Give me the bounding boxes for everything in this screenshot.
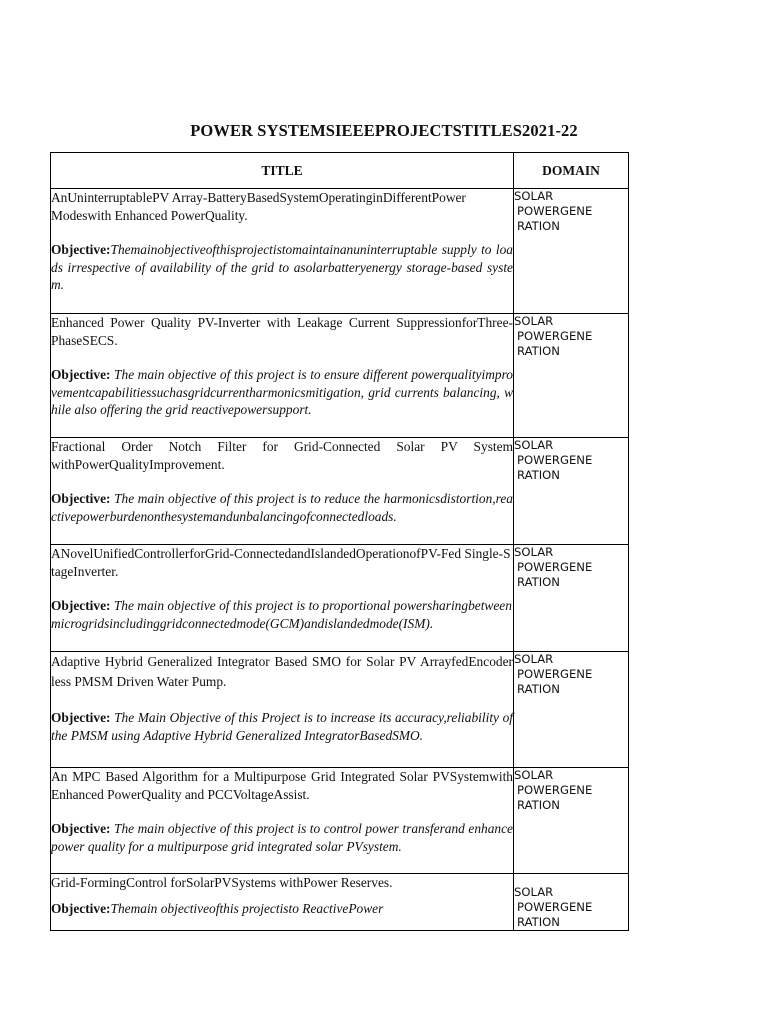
project-title: Grid-FormingControl forSolarPVSystems withPower Reserves. [51, 875, 393, 890]
project-title: Adaptive Hybrid Generalized Integrator Based SMO for Solar PV ArrayfedEncoder less PMSM Driven Water Pump. [51, 654, 513, 689]
domain-line: POWERGENE [517, 667, 593, 681]
domain-line: RATION [517, 219, 560, 233]
objective [51, 900, 513, 918]
project-title: ANovelUnifiedControllerforGrid-ConnectedandIslandedOperationofPV-Fed Single-StageInverter. [51, 546, 511, 579]
objective-text: The Main Objective of this Project is to increase its accuracy,reliability of the PMSM using Adaptive Hybrid Generalized IntegratorBasedSMO. [51, 710, 513, 743]
title-cell [51, 438, 514, 545]
domain-line: RATION [517, 575, 560, 589]
domain-cell [514, 874, 629, 931]
title-cell [51, 768, 514, 874]
domain-line: SOLAR [514, 885, 554, 899]
domain-cell [514, 545, 629, 652]
title-cell [51, 652, 514, 768]
objective-label: Objective: [51, 598, 111, 614]
domain-line: POWERGENE [517, 204, 593, 218]
objective-text: The main objective of this project is to reduce the harmonicsdistortion,reactivepowerburdenonthesystemandunbalancingofconnectedloads. [51, 491, 513, 524]
title-cell [51, 189, 514, 314]
objective-label: Objective: [51, 900, 111, 916]
domain-cell [514, 189, 629, 314]
objective-label: Objective: [51, 710, 111, 725]
projects-table [50, 152, 629, 931]
table-row [51, 314, 629, 438]
domain-line: SOLAR [514, 438, 554, 452]
project-title: Fractional Order Notch Filter for Grid-Connected Solar PV System withPowerQualityImprovement. [51, 439, 513, 472]
domain-line: RATION [517, 915, 560, 929]
objective-label: Objective: [51, 491, 111, 507]
objective-text: The main objective of this project is to control power transferand enhance power quality for a multipurpose grid integrated solar PVsystem. [51, 821, 513, 854]
domain-line: POWERGENE [517, 560, 593, 574]
domain-line: RATION [517, 344, 560, 358]
document-title: POWER SYSTEMSIEEEPROJECTSTITLES2021-22 [190, 121, 578, 140]
project-title: An MPC Based Algorithm for a Multipurpose Grid Integrated Solar PVSystemwith Enhanced PowerQuality and PCCVoltageAssist. [51, 769, 513, 802]
objective [51, 366, 513, 419]
domain-line: POWERGENE [517, 453, 593, 467]
objective-text: The main objective of this project is to ensure different powerqualityimprovementcapabilitiessuchasgridcurrentharmonicsmitigation, grid currents balancing, while also offering the grid reactivepowersupport. [51, 367, 513, 418]
objective [51, 490, 513, 525]
domain-line: SOLAR [514, 314, 554, 328]
domain-line: POWERGENE [517, 329, 593, 343]
domain-line: POWERGENE [517, 900, 593, 914]
domain-line: SOLAR [514, 652, 554, 666]
objective [51, 709, 513, 744]
title-cell [51, 874, 514, 931]
table-body [51, 189, 629, 931]
table-row [51, 768, 629, 874]
domain-cell [514, 314, 629, 438]
title-cell [51, 545, 514, 652]
domain-line: SOLAR [514, 768, 554, 782]
title-column-header: TITLE [51, 153, 514, 189]
header-row [51, 153, 629, 189]
objective-label: Objective: [51, 367, 111, 383]
objective-text: Themain objectiveofthis projectisto ReactivePower [110, 900, 384, 916]
table-row [51, 438, 629, 545]
domain-line: POWERGENE [517, 783, 593, 797]
objective [51, 820, 513, 855]
objective-text: The main objective of this project is to proportional powersharingbetweenmicrogridsincludinggridconnectedmode(GCM)andislandedmode(ISM). [51, 598, 512, 631]
table-row [51, 545, 629, 652]
domain-cell [514, 768, 629, 874]
domain-line: RATION [517, 682, 560, 696]
project-title: Enhanced Power Quality PV-Inverter with Leakage Current SuppressionforThree-PhaseSECS. [51, 315, 513, 348]
title-cell [51, 314, 514, 438]
project-title: AnUninterruptablePV Array-BatteryBasedSystemOperatinginDifferentPower Modeswith Enhanced PowerQuality. [51, 190, 466, 223]
objective [51, 597, 513, 632]
domain-line: RATION [517, 798, 560, 812]
domain-line: SOLAR [514, 545, 554, 559]
table-row [51, 189, 629, 314]
domain-cell [514, 652, 629, 768]
objective-text: Themainobjectiveofthisprojectistomaintainanuninterruptable supply to loads irrespective of availability of the grid to asolarbatteryenergy storage-based system. [51, 242, 513, 293]
objective [51, 241, 513, 294]
domain-line: SOLAR [514, 189, 554, 203]
domain-cell [514, 438, 629, 545]
domain-line: RATION [517, 468, 560, 482]
table-row [51, 874, 629, 931]
table-row [51, 652, 629, 768]
table-header [51, 153, 629, 189]
objective-label: Objective: [51, 242, 111, 258]
domain-column-header: DOMAIN [514, 153, 629, 189]
objective-label: Objective: [51, 821, 111, 837]
